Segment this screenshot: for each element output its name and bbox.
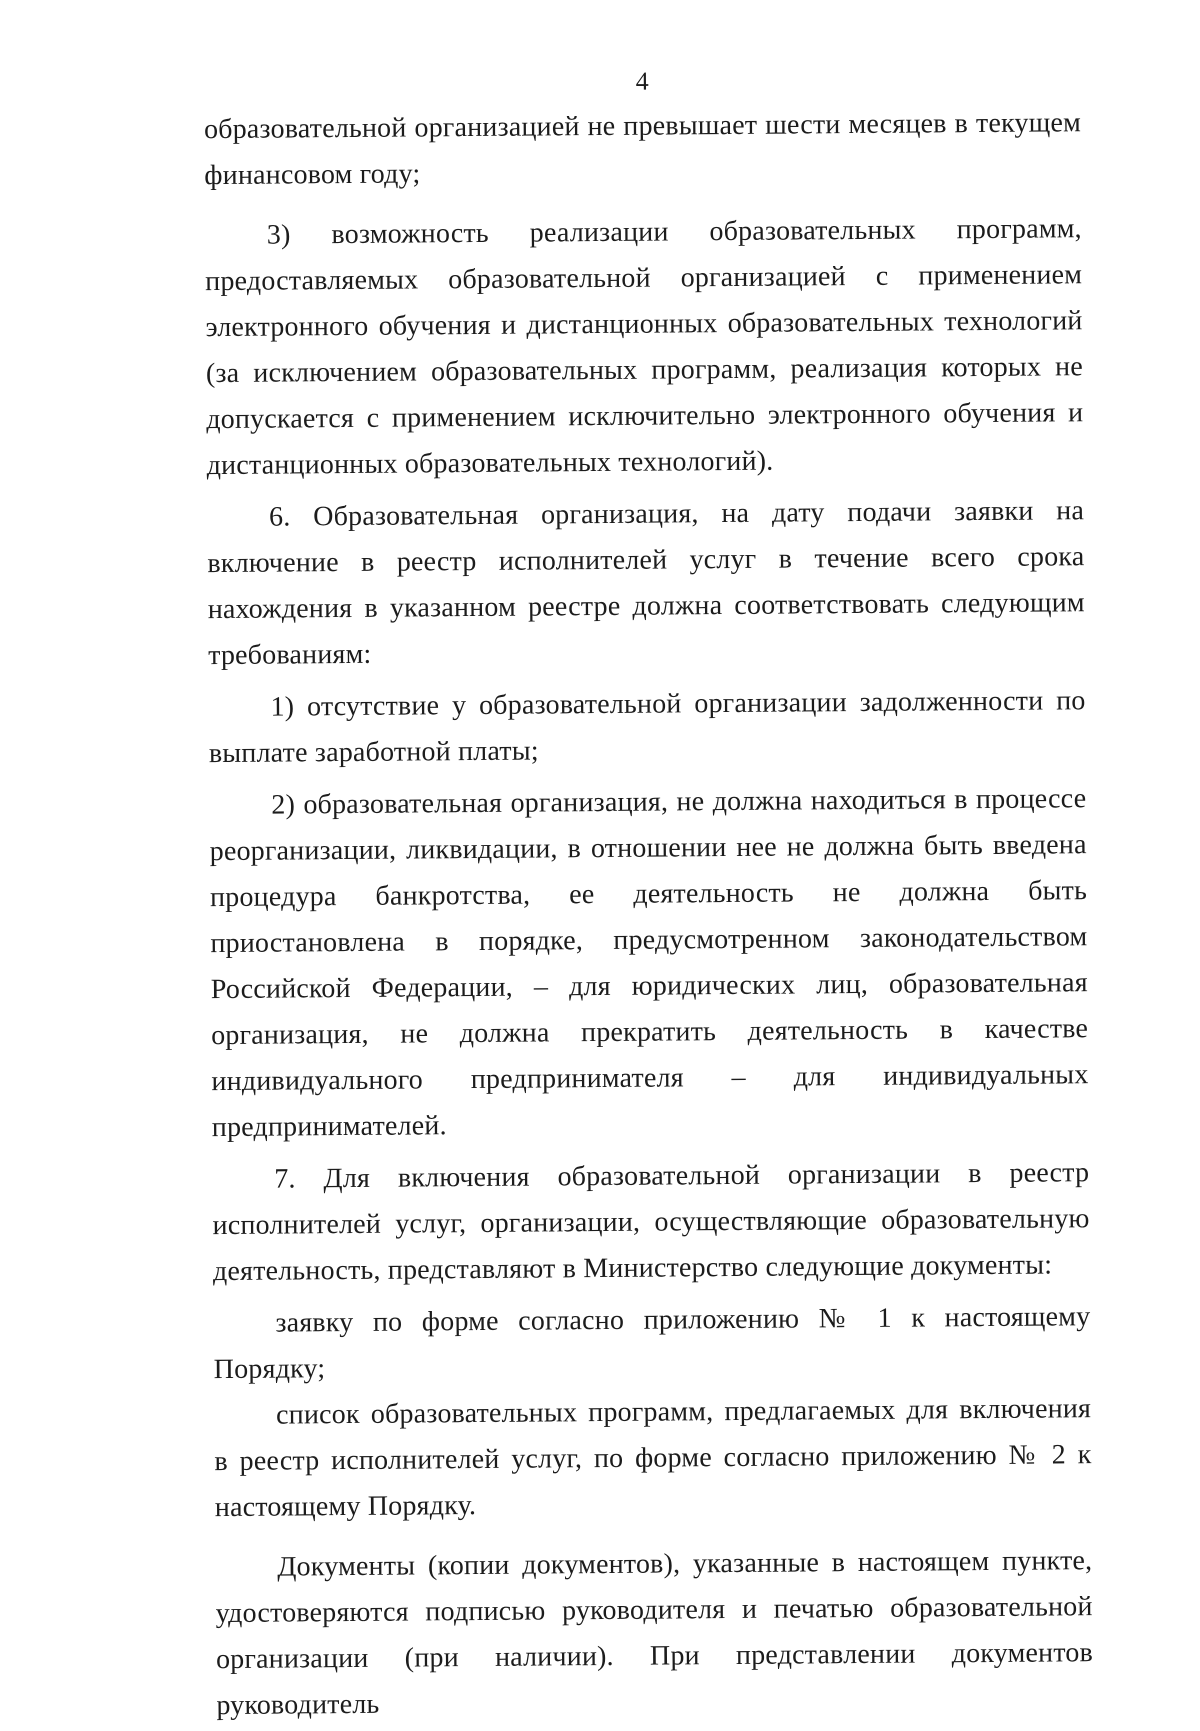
paragraph-item-2: 2) образовательная организация, не должна находиться в процессе реорганизации, ликвидации, в отношении нее не должна быть введена процедура банкротства, ее деятельность не должна быть приостановлена в порядке, предусмотренном законодательством Российской Федерации, – для юридических лиц, образовательная организация, не должна прекратить деятельность в качестве индивидуального предпринимателя – для индивидуальных предпринимателей. xyxy=(209,783,1089,1144)
page-number: 4 xyxy=(635,66,649,96)
paragraph-section-7: 7. Для включения образовательной организации в реестр исполнителей услуг, организации, осуществляющие образовательную деятельность, представляют в Министерство следующие документы: xyxy=(212,1157,1090,1288)
paragraph-program-list: список образовательных программ, предлагаемых для включения в реестр исполнителей услуг, по форме согласно приложению № 2 к настоящему Порядку. xyxy=(214,1393,1092,1524)
paragraph-application-form: заявку по форме согласно приложению № 1 к настоящему Порядку; xyxy=(213,1301,1091,1386)
paragraph-documents-certification: Документы (копии документов), указанные в настоящем пункте, удостоверяются подписью руководителя и печатью образовательной организации (при наличии). При представлении документов руководитель xyxy=(215,1545,1094,1722)
paragraph-item-3: 3) возможность реализации образовательных программ, предоставляемых образовательной организацией с применением электронного обучения и дистанционных образовательных технологий (за исключением образовательных программ, реализация которых не допускается с применением исключительно электронного обучения и дистанционных образовательных технологий). xyxy=(205,213,1084,482)
paragraph-section-6: 6. Образовательная организация, на дату подачи заявки на включение в реестр исполнителей услуг в течение всего срока нахождения в указанном реестре должна соответствовать следующим требованиям: xyxy=(207,495,1085,672)
paragraph-item-1: 1) отсутствие у образовательной организации задолженности по выплате заработной платы; xyxy=(208,685,1086,770)
document-body xyxy=(204,100,1094,1729)
paragraph-continuation: образовательной организацией не превышает шести месяцев в текущем финансовом году; xyxy=(203,107,1082,192)
